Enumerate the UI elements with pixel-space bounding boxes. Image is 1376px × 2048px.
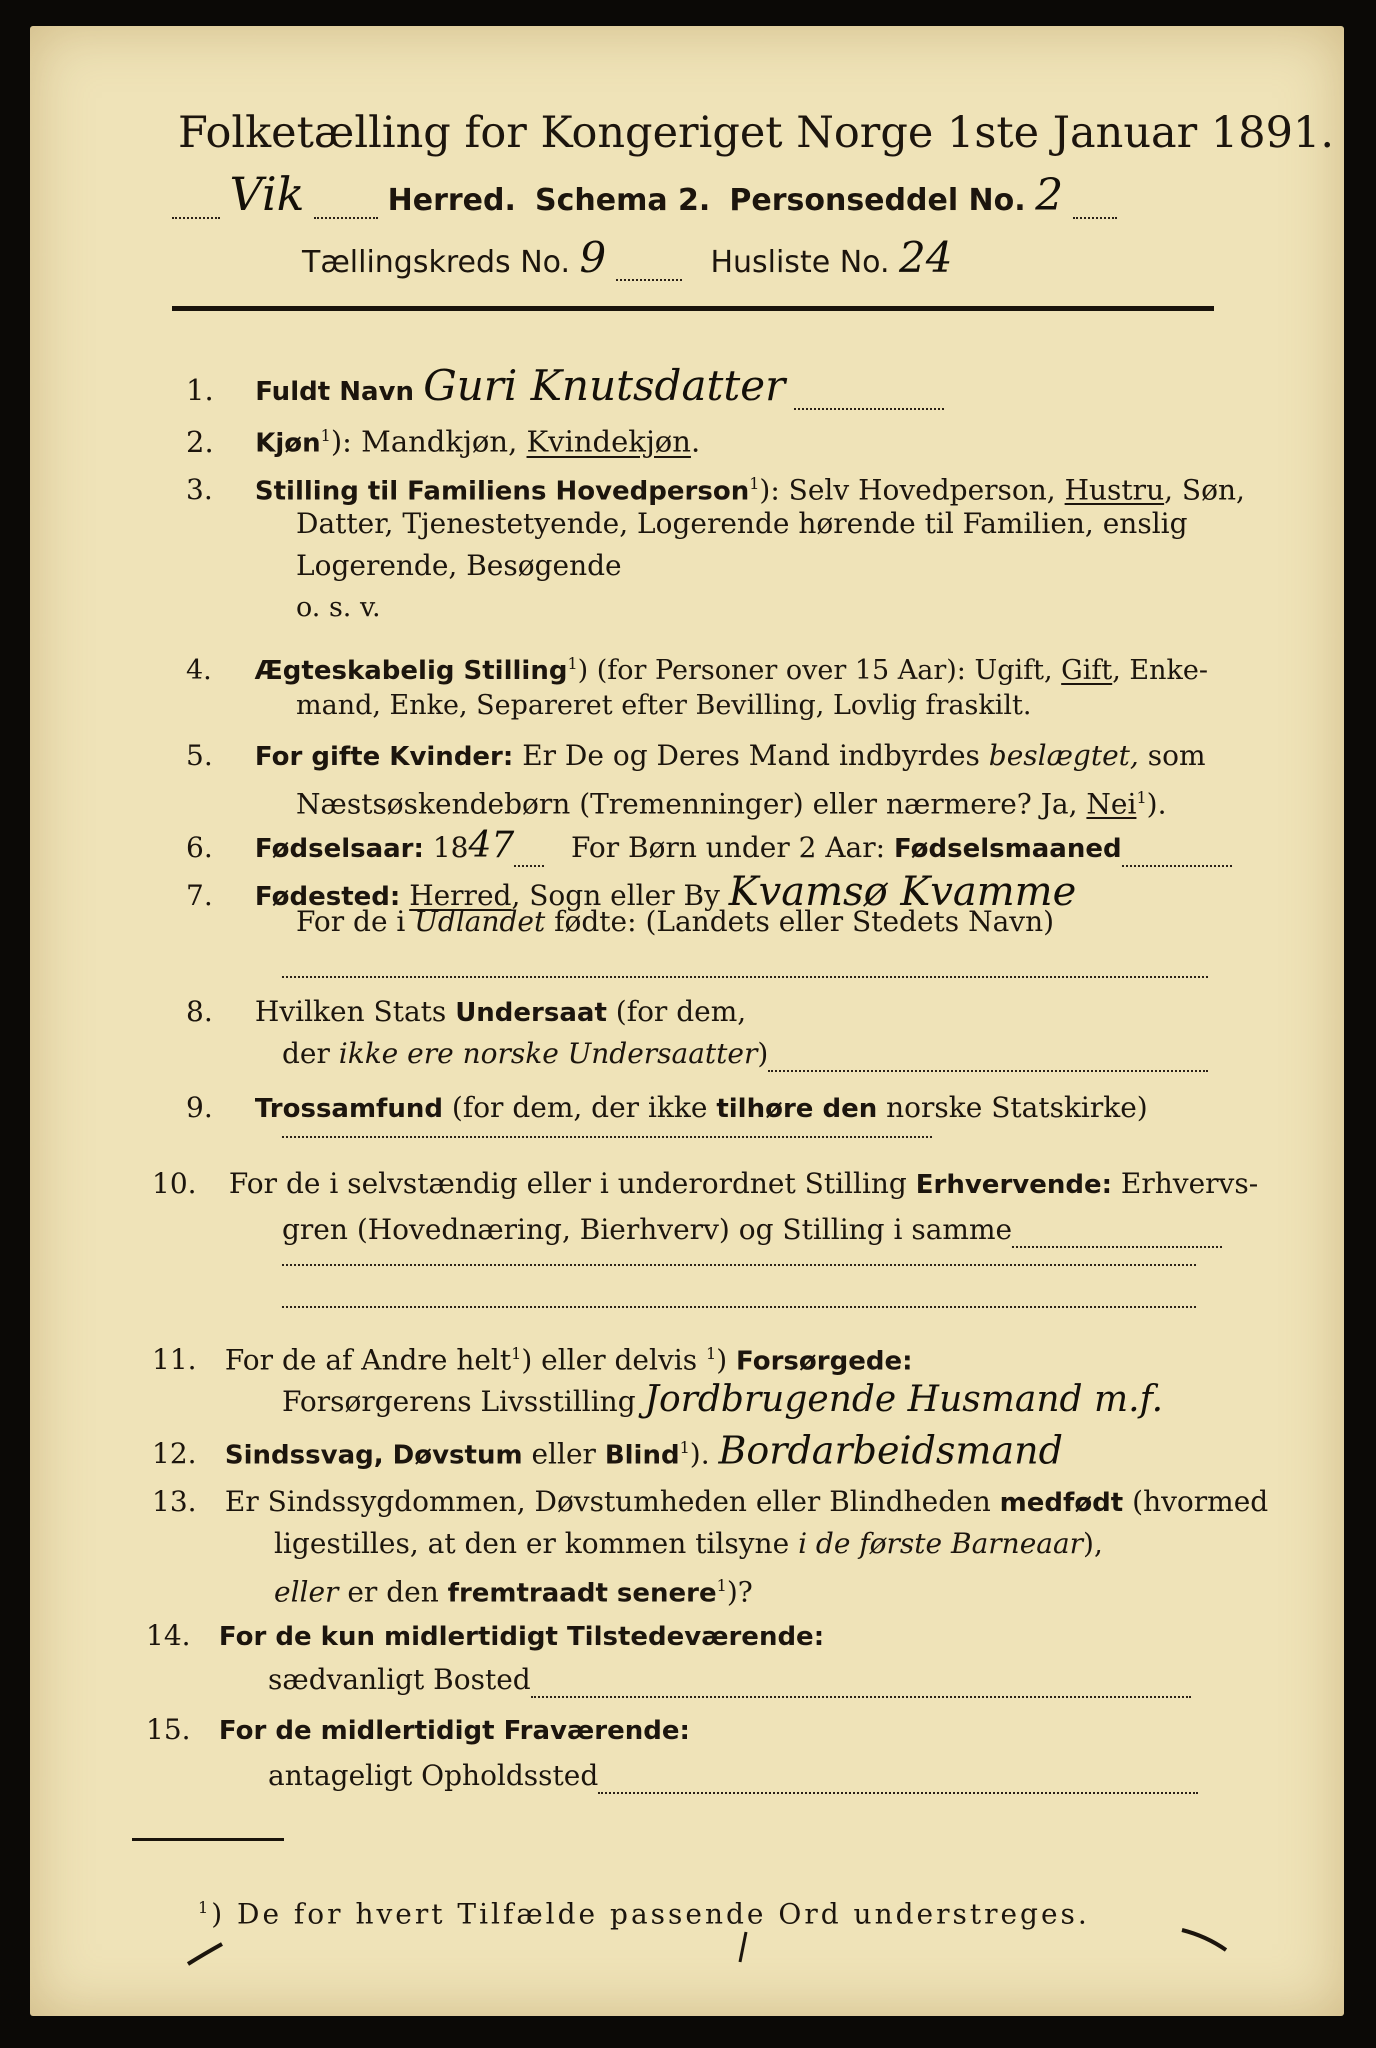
q1-dots: [794, 382, 944, 410]
q2-text: ): Mandkjøn,: [330, 424, 518, 459]
q3-label: Stilling til Familiens Hovedperson: [254, 476, 750, 507]
kreds-line: [302, 233, 953, 282]
q3-underlined: Hustru: [1064, 473, 1165, 507]
q2-underlined: Kvindekjøn: [526, 424, 691, 459]
q11-number: 11.: [152, 1343, 197, 1377]
q5-line1-italic: beslægtet,: [988, 739, 1139, 772]
personseddel-dots: [1073, 191, 1117, 219]
q13-note: 1: [716, 1576, 727, 1595]
q13-line2-italic: i de første Barneaar: [798, 1527, 1084, 1560]
q11-text-b: ) eller delvis: [521, 1343, 698, 1377]
q5-label: For gifte Kvinder:: [254, 742, 514, 772]
q10-dots: [1012, 1220, 1222, 1248]
q1-row: [186, 361, 944, 410]
q2-number: 2.: [186, 424, 214, 459]
q12-value: Bordarbeidsmand: [718, 1428, 1063, 1473]
q11-row: [152, 1336, 912, 1379]
q13-line2: [274, 1526, 1103, 1562]
q9-label: Trossamfund: [254, 1094, 443, 1124]
q14-row: [146, 1618, 824, 1655]
q9-label2: tilhøre den: [716, 1094, 878, 1124]
q7-line2: [296, 904, 1054, 940]
q11-line2-text: Forsørgerens Livsstilling: [282, 1385, 636, 1418]
q6-dots: [514, 839, 544, 867]
q12-text: eller: [531, 1437, 596, 1471]
q2-label: Kjøn: [255, 428, 321, 459]
q15-dots: [598, 1766, 1198, 1794]
q7-line2-italic: Udlandet: [414, 905, 546, 938]
q10-line2: [282, 1212, 1222, 1248]
q7-text: , Sogn eller By: [511, 879, 720, 912]
q10-row: [152, 1166, 1258, 1203]
q10-text-a: For de i selvstændig eller i underordnet Stilling: [228, 1167, 907, 1200]
q10-number: 10.: [152, 1167, 197, 1200]
q1-value: Guri Knutsdatter: [423, 361, 786, 410]
q9-number: 9.: [186, 1091, 213, 1124]
q15-label: For de midlertidigt Fraværende:: [218, 1716, 690, 1746]
q13-line2-a: ligestilles, at den er kommen tilsyne: [274, 1527, 790, 1560]
q3-line1-b: , Søn,: [1164, 473, 1245, 507]
q15-row: [146, 1712, 690, 1749]
q13-line2-b: ),: [1083, 1527, 1103, 1560]
personseddel-value: 2: [1035, 170, 1064, 221]
q7-label: Fødested:: [254, 882, 401, 912]
q13-label: medfødt: [999, 1488, 1124, 1518]
q3-row: [186, 466, 1245, 509]
q12-label: Sindssvag, Døvstum: [224, 1440, 523, 1471]
q2-note: 1: [320, 426, 331, 445]
q8-dots: [768, 1044, 1208, 1072]
q5-underlined: Nei: [1086, 787, 1137, 821]
q2-tail: .: [690, 424, 701, 459]
q11-label: Forsørgede:: [736, 1346, 913, 1377]
q12-note: 1: [679, 1438, 690, 1457]
q7-number: 7.: [186, 879, 213, 912]
q13-line3-italic: eller: [274, 1575, 339, 1609]
q14-line2-text: sædvanligt Bosted: [268, 1663, 531, 1696]
q12-label2: Blind: [604, 1440, 680, 1471]
q6-dots-2: [1122, 839, 1232, 867]
q9-dotted-line: [282, 1136, 932, 1138]
q4-label: Ægteskabelig Stilling: [254, 656, 568, 686]
q8-text-a: Hvilken Stats: [254, 995, 447, 1028]
header-rule: [172, 306, 1214, 311]
q7-line2-a: For de i: [296, 905, 406, 938]
q3-note: 1: [749, 474, 760, 493]
q9-text-a: (for dem, der ikke: [451, 1091, 708, 1124]
q3-number: 3.: [186, 473, 213, 507]
q9-text-b: norske Statskirke): [886, 1091, 1148, 1124]
q13-line3-a: er den: [347, 1575, 439, 1609]
q13-line3: [274, 1568, 753, 1611]
q13-text-a: Er Sindssygdommen, Døvstumheden eller Blindheden: [224, 1485, 991, 1518]
q4-line1-b: , Enke-: [1112, 655, 1208, 686]
q15-line2: [268, 1758, 1198, 1794]
q5-line1-a: Er De og Deres Mand indbyrdes: [522, 739, 980, 772]
q10-label: Erhvervende:: [915, 1170, 1112, 1200]
q6-text: For Børn under 2 Aar:: [570, 831, 886, 864]
q11-note: 1: [511, 1344, 522, 1363]
q10-text-b: Erhvervs-: [1120, 1167, 1259, 1200]
q10-dotted-line-1: [282, 1264, 1196, 1266]
kreds-dots: [616, 253, 682, 281]
q15-number: 15.: [146, 1713, 191, 1746]
q4-number: 4.: [186, 655, 212, 686]
herred-dots-2: [314, 191, 378, 219]
q4-underlined: Gift: [1061, 655, 1113, 686]
footnote-rule: [132, 1838, 284, 1841]
pen-mark-left: [186, 1938, 226, 1968]
form-title: Folketælling for Kongeriget Norge 1ste Januar 1891.: [178, 108, 1335, 158]
footnote-mark: 1: [198, 1898, 212, 1917]
husliste-label: Husliste No.: [710, 245, 890, 280]
q8-number: 8.: [186, 995, 213, 1028]
q8-line2-a: der: [282, 1037, 330, 1070]
q8-line2-b: ): [757, 1037, 769, 1070]
kreds-value: 9: [579, 233, 607, 282]
q4-line2: mand, Enke, Separeret efter Bevilling, Lovlig fraskilt.: [296, 690, 1032, 721]
kreds-label: Tællingskreds No.: [302, 245, 570, 280]
q13-row: [152, 1484, 1268, 1521]
q14-dots: [531, 1670, 1191, 1698]
q7-value: Kvamsø Kvamme: [728, 869, 1077, 915]
q4-row: [186, 646, 1208, 689]
herred-value: Vik: [229, 167, 305, 221]
q10-line2-text: gren (Hovednæring, Bierhverv) og Stilling i samme: [282, 1213, 1013, 1246]
q2-row: [186, 418, 700, 462]
q6-label2: Fødselsmaaned: [893, 834, 1122, 864]
q5-note: 1: [1136, 788, 1147, 807]
q8-text-b: (for dem,: [615, 995, 747, 1028]
q11-line2: [282, 1379, 1164, 1420]
q6-row: [186, 825, 1232, 867]
q12-row: [152, 1430, 1063, 1473]
q6-prefix: 18: [432, 831, 469, 864]
q3-line3: Logerende, Besøgende: [296, 549, 622, 582]
q4-line1-a: ) (for Personer over 15 Aar): Ugift,: [577, 655, 1053, 686]
q8-line2: [282, 1036, 1208, 1072]
q8-line2-italic: ikke ere norske Undersaatter: [338, 1037, 758, 1070]
q7-underlined: Herred: [409, 879, 512, 912]
q13-text-b: (hvormed: [1132, 1485, 1269, 1518]
herred-label: Herred.: [387, 183, 516, 218]
herred-line: [172, 167, 1117, 221]
q7-dotted-line: [282, 976, 1208, 978]
q14-label: For de kun midlertidigt Tilstedeværende:: [218, 1622, 825, 1652]
schema-label: Schema 2.: [534, 183, 711, 218]
q1-number: 1.: [186, 373, 214, 407]
q11-note-2: 1: [706, 1344, 717, 1363]
footnote-text: ) De for hvert Tilfælde passende Ord understreges.: [211, 1897, 1090, 1931]
q15-line2-text: antageligt Opholdssted: [268, 1759, 599, 1792]
personseddel-label: Personseddel No.: [729, 183, 1026, 218]
q13-label2: fremtraadt senere: [447, 1578, 717, 1609]
herred-dots: [172, 191, 220, 219]
q5-line2: Næstsøskendebørn (Tremenninger) eller nærmere? Ja, Nei$^1$).: [296, 787, 1167, 821]
q9-row: [186, 1090, 1148, 1127]
q3-line4: o. s. v.: [296, 592, 381, 623]
q6-number: 6.: [186, 831, 213, 864]
q5-line2-a: Næstsøskendebørn (Tremenninger) eller nærmere? Ja,: [296, 787, 1078, 821]
q6-label: Fødselsaar:: [254, 834, 424, 864]
q5-row: [186, 738, 1206, 775]
q14-line2: [268, 1662, 1191, 1698]
q11-text-a: For de af Andre helt: [224, 1343, 512, 1377]
q3-line1-a: ): Selv Hovedperson,: [759, 473, 1056, 507]
q1-label: Fuldt Navn: [255, 377, 414, 407]
q3-line2: Datter, Tjenestetyende, Logerende hørende til Familien, enslig: [296, 507, 1188, 540]
q5-line1-b: som: [1147, 739, 1206, 772]
pen-mark-center: [734, 1930, 754, 1964]
q11-text-c: ): [716, 1343, 728, 1377]
husliste-value: 24: [899, 233, 953, 282]
q7-line2-b: fødte: (Landets eller Stedets Navn): [554, 905, 1055, 938]
pen-mark-right: [1180, 1926, 1230, 1956]
q8-label: Undersaat: [455, 998, 607, 1028]
q12-number: 12.: [152, 1437, 197, 1471]
q4-note: 1: [567, 654, 578, 673]
q8-row: [186, 994, 746, 1031]
q14-number: 14.: [146, 1619, 191, 1652]
q12-tail: ).: [689, 1437, 710, 1471]
q6-value: 47: [468, 825, 515, 866]
q13-line3-b: )?: [726, 1575, 753, 1609]
footnote: [198, 1890, 1090, 1932]
q5-number: 5.: [186, 739, 213, 772]
q11-value: Jordbrugende Husmand m.f.: [644, 1379, 1164, 1420]
q13-number: 13.: [152, 1485, 197, 1518]
q10-dotted-line-2: [282, 1306, 1196, 1308]
